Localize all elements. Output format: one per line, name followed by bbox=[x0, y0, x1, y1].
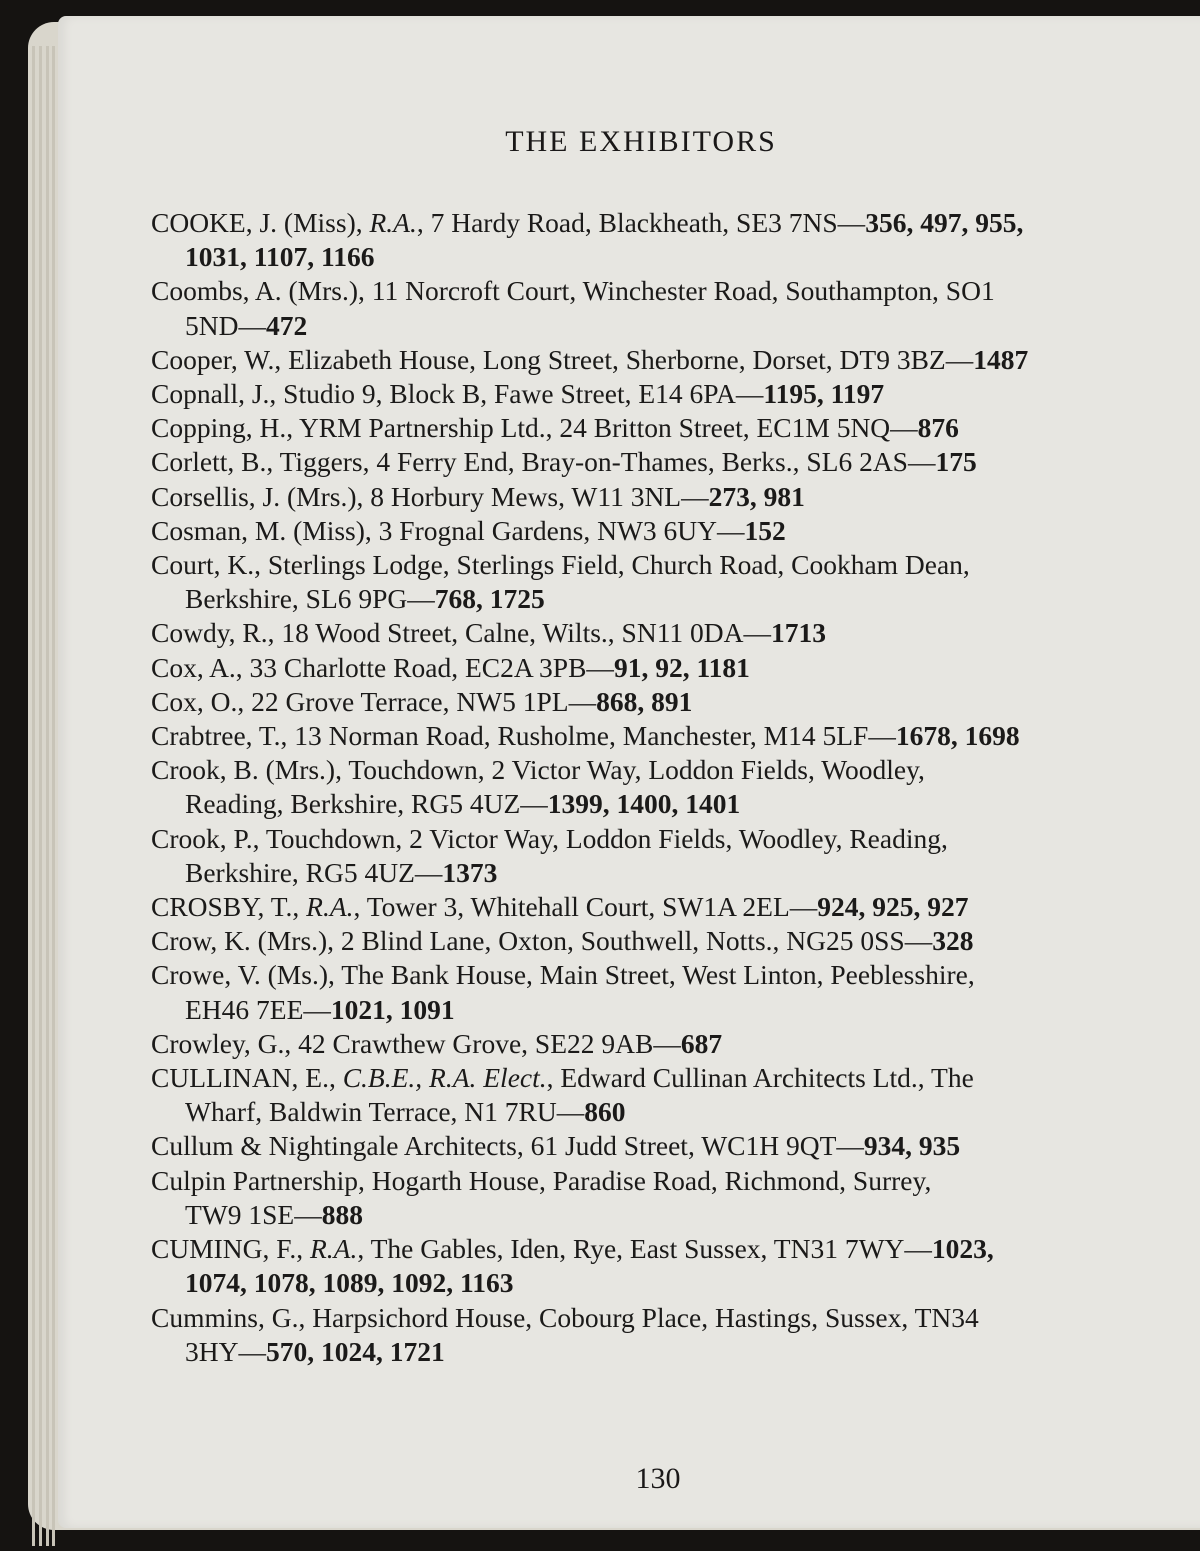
entry-text: TW9 1SE— bbox=[185, 1198, 322, 1230]
catalogue-numbers: 876 bbox=[917, 412, 959, 444]
page-title: THE EXHIBITORS bbox=[505, 125, 777, 158]
catalogue-numbers: 1713 bbox=[771, 617, 827, 649]
entry-text: CUMING, F., bbox=[151, 1233, 310, 1265]
catalogue-numbers: 570, 1024, 1721 bbox=[265, 1335, 445, 1367]
catalogue-numbers: 356, 497, 955, bbox=[865, 207, 1024, 238]
entry-honours: C.B.E., R.A. Elect. bbox=[342, 1062, 547, 1094]
entry-text: Cooper, W., Elizabeth House, Long Street, Sherborne, Dorset, DT9 3BZ— bbox=[151, 343, 974, 375]
entry-text: Corlett, B., Tiggers, 4 Ferry End, Bray-on-Thames, Berks., SL6 2AS— bbox=[151, 446, 936, 478]
exhibitor-entry bbox=[151, 514, 1131, 548]
catalogue-numbers: 1678, 1698 bbox=[895, 720, 1020, 752]
catalogue-numbers: 768, 1725 bbox=[434, 583, 545, 615]
entry-text: Crook, P., Touchdown, 2 Victor Way, Loddon Fields, Woodley, Reading, bbox=[151, 822, 948, 854]
exhibitor-entry bbox=[151, 548, 1131, 616]
entry-text: Crowe, V. (Ms.), The Bank House, Main Street, West Linton, Peeblesshire, bbox=[151, 959, 975, 991]
entry-honours: R.A. bbox=[306, 891, 354, 923]
entry-text: CROSBY, T., bbox=[151, 891, 307, 923]
entry-text: Berkshire, SL6 9PG— bbox=[185, 583, 435, 615]
page-edge bbox=[32, 46, 35, 1546]
entry-text: Cox, A., 33 Charlotte Road, EC2A 3PB— bbox=[151, 651, 614, 683]
entry-text: 3HY— bbox=[185, 1335, 266, 1367]
entry-text: COOKE, J. (Miss), bbox=[151, 207, 370, 238]
catalogue-numbers: 328 bbox=[932, 925, 974, 957]
entry-text: , Edward Cullinan Architects Ltd., The bbox=[546, 1062, 974, 1094]
entry-text: Cummins, G., Harpsichord House, Cobourg Place, Hastings, Sussex, TN34 bbox=[151, 1301, 979, 1333]
entry-text: Copping, H., YRM Partnership Ltd., 24 Britton Street, EC1M 5NQ— bbox=[151, 412, 918, 444]
exhibitor-list bbox=[151, 206, 1131, 1369]
entry-text: Cullum & Nightingale Architects, 61 Judd Street, WC1H 9QT— bbox=[151, 1130, 864, 1162]
entry-text: Crook, B. (Mrs.), Touchdown, 2 Victor Way, Loddon Fields, Woodley, bbox=[151, 754, 925, 786]
catalogue-numbers: 1487 bbox=[973, 343, 1029, 375]
page-number: 130 bbox=[635, 1462, 681, 1495]
catalogue-numbers: 924, 925, 927 bbox=[817, 891, 969, 923]
exhibitor-entry bbox=[151, 685, 1131, 719]
exhibitor-entry bbox=[151, 1061, 1131, 1129]
exhibitor-entry bbox=[151, 822, 1131, 890]
entry-text: , The Gables, Iden, Rye, East Sussex, TN31 7WY— bbox=[357, 1233, 932, 1265]
catalogue-numbers: 273, 981 bbox=[708, 480, 805, 512]
catalogue-numbers: 888 bbox=[321, 1198, 363, 1230]
entry-text: , Tower 3, Whitehall Court, SW1A 2EL— bbox=[353, 891, 818, 923]
entry-text: Cosman, M. (Miss), 3 Frognal Gardens, NW3 6UY— bbox=[151, 514, 745, 546]
page-edge bbox=[39, 46, 42, 1546]
exhibitor-entry bbox=[151, 1129, 1131, 1163]
catalogue-numbers: 152 bbox=[744, 514, 786, 546]
entry-text: Reading, Berkshire, RG5 4UZ— bbox=[185, 788, 548, 820]
entry-text: Court, K., Sterlings Lodge, Sterlings Field, Church Road, Cookham Dean, bbox=[151, 549, 970, 581]
catalogue-numbers: 1074, 1078, 1089, 1092, 1163 bbox=[185, 1267, 514, 1299]
entry-text: Berkshire, RG5 4UZ— bbox=[185, 856, 443, 888]
exhibitor-entry bbox=[151, 1027, 1131, 1061]
entry-honours: R.A. bbox=[369, 207, 417, 238]
catalogue-numbers: 1373 bbox=[442, 856, 498, 888]
exhibitor-entry bbox=[151, 958, 1131, 1026]
entry-text: Copnall, J., Studio 9, Block B, Fawe Street, E14 6PA— bbox=[151, 378, 764, 410]
entry-text: Wharf, Baldwin Terrace, N1 7RU— bbox=[185, 1096, 585, 1128]
catalogue-numbers: 1023, bbox=[931, 1233, 994, 1265]
exhibitor-entry bbox=[151, 445, 1131, 479]
entry-text: Corsellis, J. (Mrs.), 8 Horbury Mews, W11 3NL— bbox=[151, 480, 709, 512]
catalogue-numbers: 868, 891 bbox=[596, 685, 693, 717]
catalogue-numbers: 1195, 1197 bbox=[763, 378, 885, 410]
catalogue-numbers: 91, 92, 1181 bbox=[613, 651, 750, 683]
exhibitor-entry bbox=[151, 274, 1131, 342]
entry-text: 5ND— bbox=[185, 309, 266, 341]
exhibitor-entry bbox=[151, 616, 1131, 650]
catalogue-numbers: 687 bbox=[680, 1027, 723, 1059]
exhibitor-entry bbox=[151, 480, 1131, 514]
exhibitor-entry bbox=[151, 1232, 1131, 1300]
entry-text: CULLINAN, E., bbox=[151, 1062, 343, 1094]
exhibitor-entry bbox=[151, 1301, 1131, 1369]
catalogue-numbers: 1399, 1400, 1401 bbox=[547, 788, 741, 820]
catalogue-numbers: 175 bbox=[935, 446, 977, 478]
page-edge bbox=[46, 46, 49, 1546]
exhibitor-entry bbox=[151, 411, 1131, 445]
entry-text: Crowley, G., 42 Crawthew Grove, SE22 9AB— bbox=[151, 1027, 681, 1059]
exhibitor-entry bbox=[151, 890, 1131, 924]
exhibitor-entry bbox=[151, 377, 1131, 411]
entry-text: Cox, O., 22 Grove Terrace, NW5 1PL— bbox=[151, 685, 597, 717]
exhibitor-entry bbox=[151, 719, 1131, 753]
exhibitor-entry bbox=[151, 924, 1131, 958]
catalogue-numbers: 472 bbox=[265, 309, 308, 341]
catalogue-numbers: 1021, 1091 bbox=[330, 993, 455, 1025]
entry-honours: R.A. bbox=[310, 1233, 358, 1265]
entry-text: EH46 7EE— bbox=[185, 993, 331, 1025]
entry-text: Coombs, A. (Mrs.), 11 Norcroft Court, Winchester Road, Southampton, SO1 bbox=[151, 275, 995, 307]
exhibitor-entry bbox=[151, 343, 1131, 377]
exhibitor-entry bbox=[151, 651, 1131, 685]
catalogue-numbers: 1031, 1107, 1166 bbox=[185, 241, 375, 273]
entry-text: Crabtree, T., 13 Norman Road, Rusholme, Manchester, M14 5LF— bbox=[151, 720, 896, 752]
catalogue-numbers: 934, 935 bbox=[863, 1130, 961, 1162]
catalogue-numbers: 860 bbox=[584, 1096, 626, 1128]
exhibitor-entry bbox=[151, 753, 1131, 821]
entry-text: Culpin Partnership, Hogarth House, Paradise Road, Richmond, Surrey, bbox=[151, 1164, 932, 1196]
page-edge bbox=[52, 46, 55, 1546]
entry-text: Cowdy, R., 18 Wood Street, Calne, Wilts., SN11 0DA— bbox=[151, 617, 772, 649]
entry-text: Crow, K. (Mrs.), 2 Blind Lane, Oxton, Southwell, Notts., NG25 0SS— bbox=[151, 925, 933, 957]
entry-text: , 7 Hardy Road, Blackheath, SE3 7NS— bbox=[416, 207, 866, 238]
exhibitor-entry bbox=[151, 206, 1131, 274]
exhibitor-entry bbox=[151, 1164, 1131, 1232]
